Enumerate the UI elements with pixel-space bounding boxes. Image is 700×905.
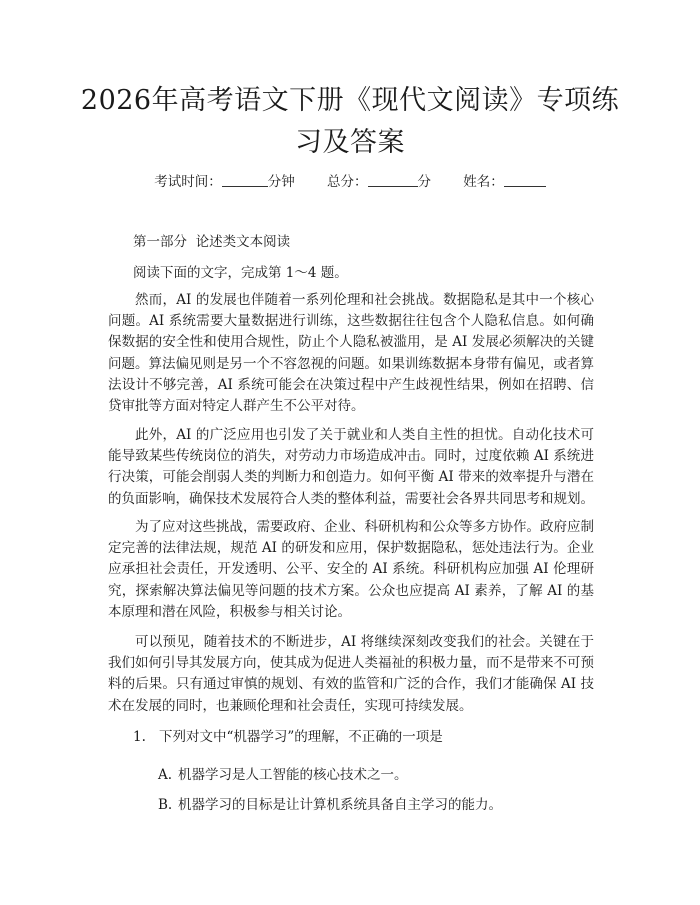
question-1 bbox=[133, 725, 443, 745]
exam-time-blank bbox=[222, 174, 268, 187]
total-score-label: 总分： bbox=[327, 174, 368, 190]
exam-time-label: 考试时间： bbox=[154, 174, 222, 190]
option-text: 机器学习是人工智能的核心技术之一。 bbox=[178, 767, 408, 783]
passage-paragraph-2: 此外，AI 的广泛应用也引发了关于就业和人类自主性的担忧。自动化技术可能导致某些传统岗位的消失，对劳动力市场造成冲击。同时，过度依赖 AI 系统进行决策，可能会削弱人类的判断力和创造力。如何平衡 AI 带来的效率提升与潜在的负面影响，确保技术发展符合人类的整体利益，需要社会各界共同思考和规划。 bbox=[108, 427, 594, 507]
reading-instruction: 阅读下面的文字，完成第 1～4 题。 bbox=[133, 265, 348, 281]
question-text: 下列对文中“机器学习”的理解，不正确的一项是 bbox=[159, 729, 443, 745]
section-heading: 第一部分 论述类文本阅读 bbox=[133, 234, 291, 250]
passage-paragraph-4: 可以预见，随着技术的不断进步，AI 将继续深刻改变我们的社会。关键在于我们如何引导其发展方向，使其成为促进人类福祉的积极力量，而不是带来不可预料的后果。只有通过审慎的规划、有效的监管和广泛的合作，我们才能确保 AI 技术在发展的同时，也兼顾伦理和社会责任，实现可持续发展。 bbox=[108, 634, 594, 714]
question-option-b bbox=[158, 793, 502, 813]
option-text: 机器学习的目标是让计算机系统具备自主学习的能力。 bbox=[178, 797, 502, 813]
total-score-field bbox=[327, 174, 435, 190]
exam-time-unit: 分钟 bbox=[267, 174, 295, 190]
passage-paragraph-1: 然而，AI 的发展也伴随着一系列伦理和社会挑战。数据隐私是其中一个核心问题。AI 系统需要大量数据进行训练，这些数据往往包含个人隐私信息。如何确保数据的安全性和使用合规性，防止个人隐私被滥用，是 AI 发展必须解决的关键问题。算法偏见则是另一个不容忽视的问题。如果训练数据本身带有偏见，或者算法设计不够完善，AI 系统可能会在决策过程中产生歧视性结果，例如在招聘、信贷审批等方面对特定人群产生不公平对待。 bbox=[108, 292, 594, 415]
question-option-a bbox=[158, 763, 408, 783]
passage-paragraph-3: 为了应对这些挑战，需要政府、企业、科研机构和公众等多方协作。政府应制定完善的法律法规，规范 AI 的研发和应用，保护数据隐私，惩处违法行为。企业应承担社会责任，开发透明、公平、安全的 AI 系统。科研机构应加强 AI 伦理研究，探索解决算法偏见等问题的技术方案。公众也应提高 AI 素养，了解 AI 的基本原理和潜在风险，积极参与相关讨论。 bbox=[108, 519, 594, 620]
name-field bbox=[463, 174, 546, 190]
exam-meta-line bbox=[0, 170, 700, 190]
option-letter: A. bbox=[158, 767, 173, 783]
total-score-blank bbox=[368, 174, 418, 187]
exam-time-field bbox=[154, 174, 299, 190]
total-score-unit: 分 bbox=[417, 174, 431, 190]
document-title: 2026年高考语文下册《现代文阅读》专项练习及答案 bbox=[80, 85, 620, 158]
question-number: 1. bbox=[133, 729, 146, 745]
name-label: 姓名： bbox=[463, 174, 504, 190]
name-blank bbox=[504, 174, 546, 187]
option-letter: B. bbox=[158, 797, 173, 813]
